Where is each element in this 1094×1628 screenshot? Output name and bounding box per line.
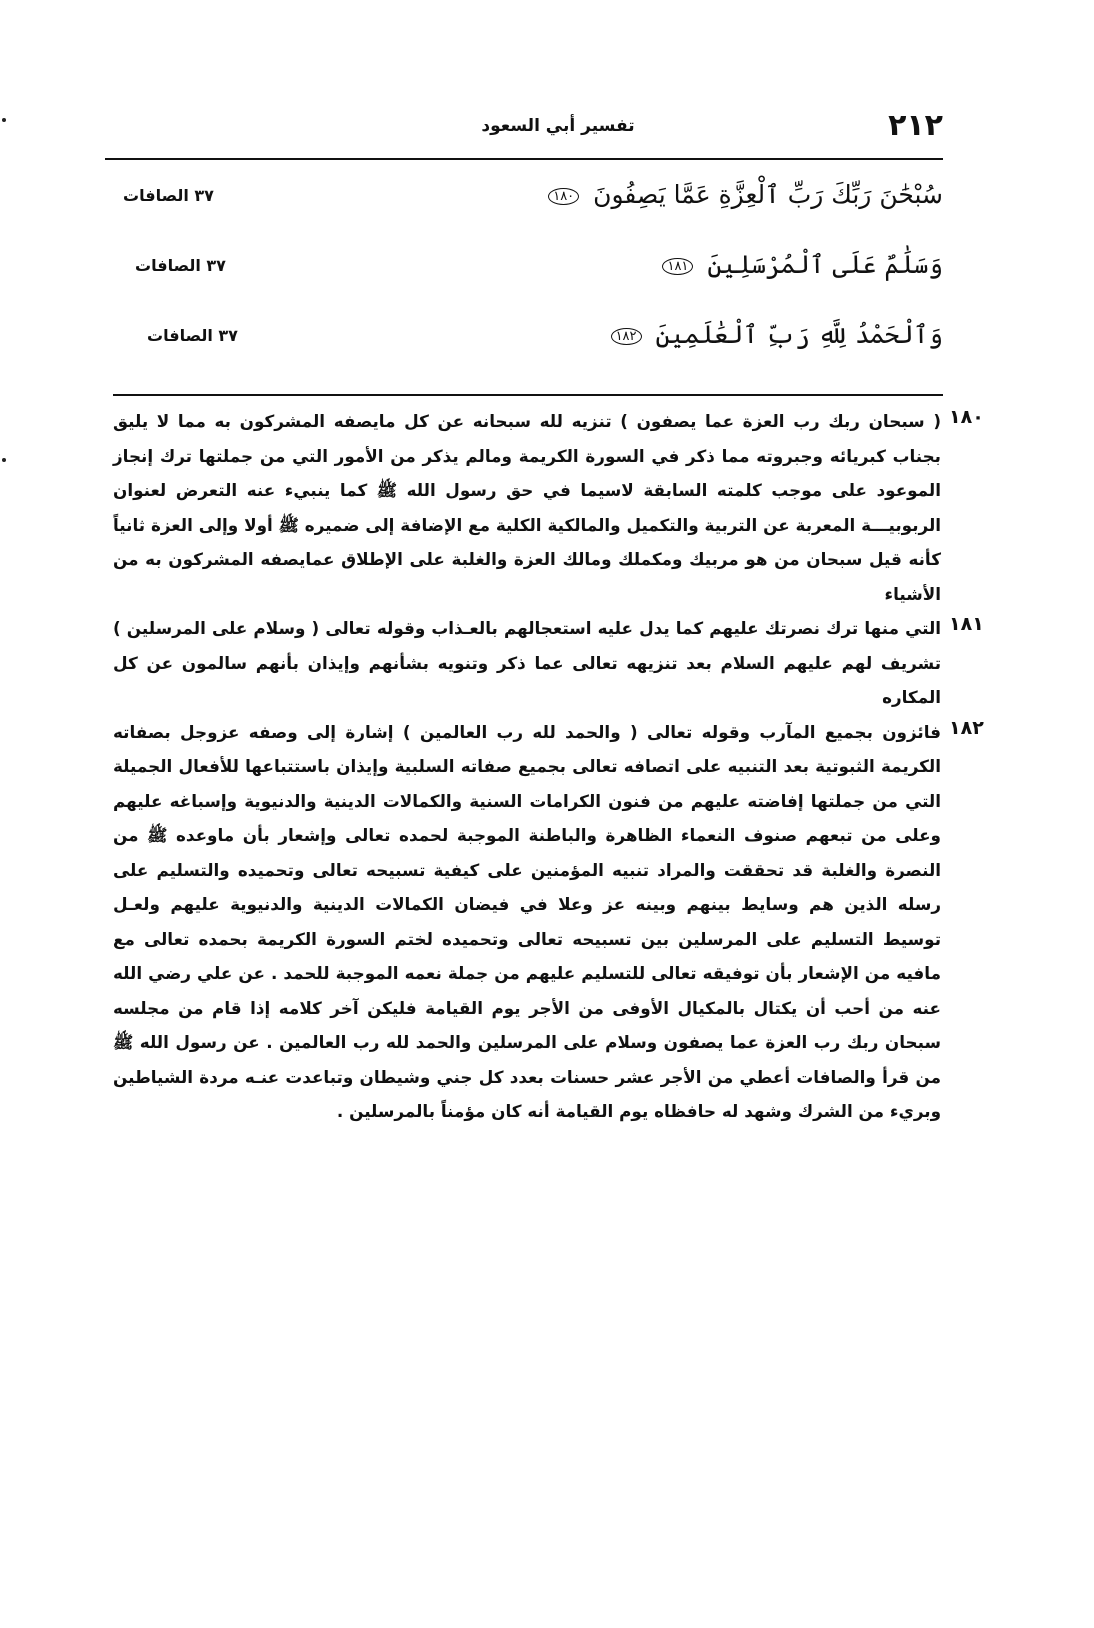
section-rule bbox=[113, 394, 943, 396]
surah-reference: ٣٧ الصافات bbox=[135, 256, 226, 275]
verse-words: وَٱلْحَمْدُ لِلَّهِ رَبِّ ٱلْعَٰلَمِينَ bbox=[655, 320, 943, 349]
scan-speck bbox=[2, 458, 6, 462]
verse-words: وَسَلَٰمٌ عَلَى ٱلْمُرْسَلِينَ bbox=[707, 250, 943, 279]
verse-text bbox=[548, 180, 943, 209]
commentary bbox=[113, 404, 993, 1129]
commentary-text: فائزون بجميع المآرب وقوله تعالى ( والحمد لله رب العالمين ) إشارة إلى وصفه عزوجل بصفاته الكريمة الثبوتية بعد التنبيه على اتصافه تعالى بجميع صفاته السلبية وإيذان باستتباعها للأفعال الجميلة التي من جملتها إفاضته عليهم من فنون الكرامات السنية والكمالات الدينية والدنيوية وإسباغه عليهم وعلى من تبعهم صنوف النعماء الظاهرة والباطنة الموجبة لحمده تعالى وإشعار بأن ماوعده ﷺ من النصرة والغلبة قد تحققت والمراد تنبيه المؤمنين على كيفية تسبيحه تعالى وتحميده والتسليم على رسله الذين هم وسايط بينهم وبينه عز وعلا في فيضان الكمالات الدينية والدنيوية عليهم ولعـل توسيط التسليم على المرسلين بين تسبيحه تعالى وتحميده لختم السورة الكريمة بحمده تعالى مع مافيه من الإشعار بأن توفيقه تعالى للتسليم عليهم من جملة نعمه الموجبة للحمد . عن علي رضي الله عنه من أحب أن يكتال بالمكيال الأوفى من الأجر يوم القيامة فليكن آخر كلامه إذا قام من مجلسه سبحان ربك رب العزة عما يصفون وسلام على المرسلين والحمد لله رب العالمين . عن رسول الله ﷺ من قرأ والصافات أعطي من الأجر عشر حسنات بعدد كل جني وشيطان وتباعدت عنـه مردة الشياطين وبريء من الشرك وشهد له حافظاه يوم القيامة أنه كان مؤمناً بالمرسلين . bbox=[113, 721, 941, 1121]
running-title: تفسير أبي السعود bbox=[481, 116, 635, 136]
commentary-text: ( سبحان ربك رب العزة عما يصفون ) تنزيه لله سبحانه عن كل مايصفه المشركون به مما لا يليق بجناب كبريائه وجبروته مما ذكر في السورة الكريمة ومالم يذكر من الأمور التي من جملتها ترك إنجاز الموعود على موجب كلمته السابقة لاسيما في حق رسول الله ﷺ كما ينبيء عنه التعرض لعنوان الربوبيـــة المعربة عن التربية والتكميل والمالكية الكلية مع الإضافة إلى ضميره ﷺ أولا وإلى العزة ثانياً كأنه قيل سبحان من هو مربيك ومكملك ومالك العزة والغلبة على الإطلاق عمايصفه المشركون به من الأشياء bbox=[113, 411, 941, 604]
page-number: ٢١٢ bbox=[888, 108, 943, 143]
page-header bbox=[105, 108, 943, 158]
quran-verses bbox=[113, 176, 943, 386]
verse-number: ١٨٢ bbox=[949, 716, 984, 739]
verse-number-marker: ١٨١ bbox=[662, 258, 693, 275]
verse-row bbox=[113, 176, 943, 246]
verse-words: سُبْحَٰنَ رَبِّكَ رَبِّ ٱلْعِزَّةِ عَمَّا يَصِفُونَ bbox=[593, 180, 943, 209]
verse-number: ١٨١ bbox=[949, 613, 984, 635]
verse-number: ١٨٠ bbox=[949, 406, 984, 428]
verse-text bbox=[611, 320, 943, 349]
surah-reference: ٣٧ الصافات bbox=[123, 186, 214, 205]
verse-number-marker: ١٨٢ bbox=[611, 328, 642, 345]
verse-number-marker: ١٨٠ bbox=[548, 188, 579, 205]
commentary-paragraph bbox=[113, 611, 993, 715]
commentary-paragraph bbox=[113, 404, 993, 611]
verse-row bbox=[113, 246, 943, 316]
verse-row bbox=[113, 316, 943, 386]
commentary-text: التي منها ترك نصرتك عليهم كما يدل عليه استعجالهم بالعـذاب وقوله تعالى ( وسلام على المرسلين ) تشريف لهم عليهم السلام بعد تنزيهه تعالى عما ذكر وتنويه بشأنهم وإيذان بأنهم سالمون عن كل المكاره bbox=[113, 618, 941, 707]
scan-speck bbox=[2, 118, 6, 122]
header-rule bbox=[105, 158, 943, 160]
surah-reference: ٣٧ الصافات bbox=[147, 326, 238, 345]
verse-text bbox=[662, 250, 943, 279]
commentary-paragraph bbox=[113, 715, 993, 1129]
